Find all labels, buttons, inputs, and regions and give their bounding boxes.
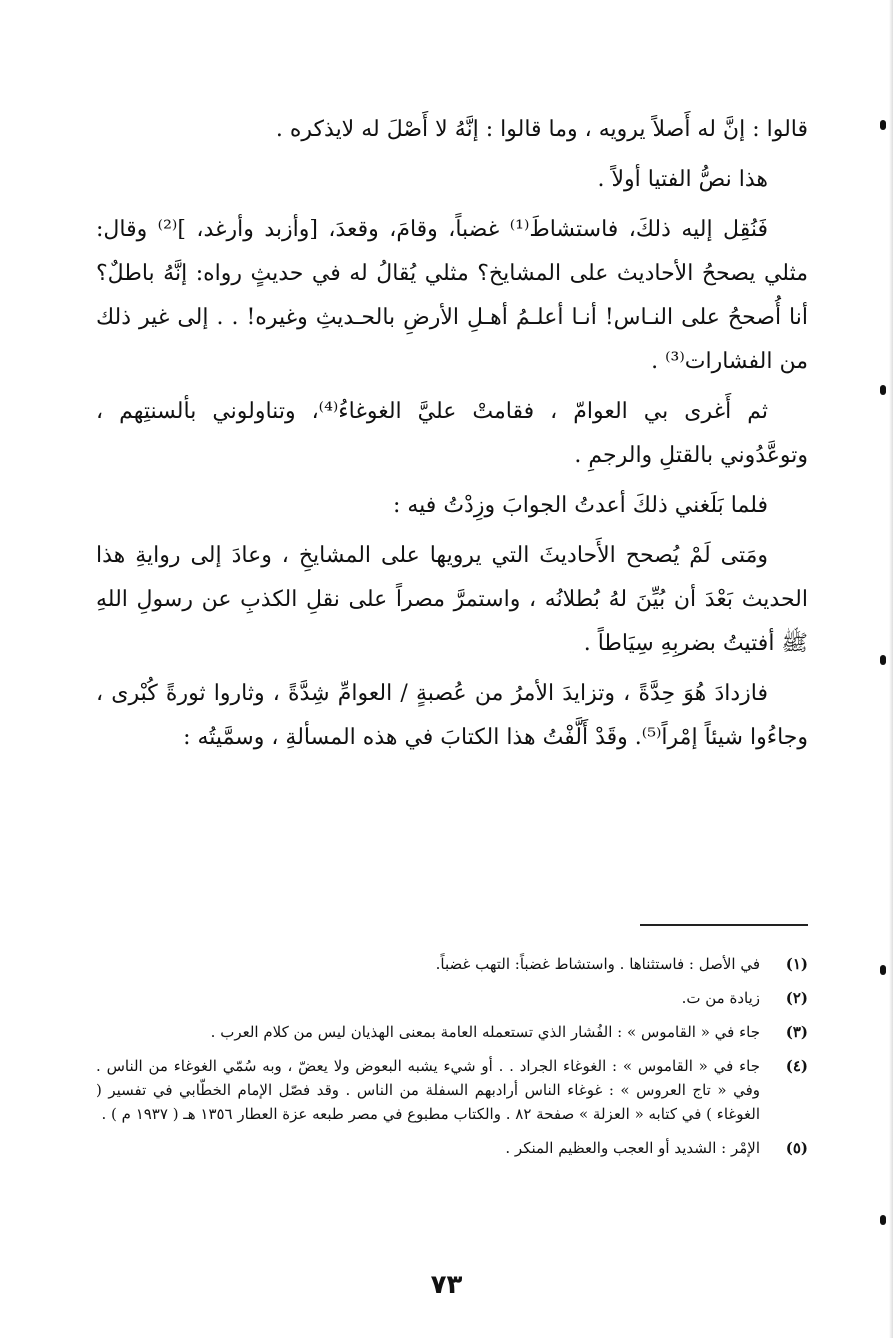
footnotes [96, 952, 808, 1170]
footnote-number: (٣) [785, 1023, 808, 1041]
main-text [96, 108, 808, 766]
footnote [96, 986, 808, 1010]
page-binding-edge [889, 0, 893, 1338]
footnote [96, 1136, 808, 1160]
footnote-number: (٤) [785, 1057, 808, 1075]
footnote-number: (٢) [785, 989, 808, 1007]
paragraph: فلما بَلَغني ذلكَ أعدتُ الجوابَ وزِدْتُ فيه : [392, 493, 768, 518]
footnote-number: (٥) [785, 1139, 808, 1157]
footnote-number: (١) [785, 955, 808, 973]
paragraph: قالوا : إنَّ له أَصلاً يرويه ، وما قالوا : إنَّهُ لا أَصْلَ له لايذكره . [275, 117, 808, 142]
edge-mark [880, 655, 886, 665]
footnote [96, 952, 808, 976]
paragraph: فَنُقِل إليه ذلكَ، فاستشاطَ⁽¹⁾ غضباً، وقامَ، وقعدَ، [وأزبد وأرغد، ]⁽²⁾ وقال: مثلي يصححُ الأحاديث على المشايخ؟ مثلي يُقالُ له في حديثٍ رواه: إنَّهُ باطلٌ؟ أنا أُصححُ على النـاس! أنـا أعلـمُ أهـلِ الأرضِ بالحـديثِ وغيره! . . إلى غير ذلك من الفشارات⁽³⁾ . [96, 217, 808, 374]
edge-mark [880, 965, 886, 975]
edge-mark [880, 385, 886, 395]
footnote-text: في الأصل : فاستثناها . واستشاط غضباً: التهب غضباً. [435, 955, 760, 973]
edge-mark [880, 1215, 886, 1225]
footnote-text: جاء في « القاموس » : الفُشار الذي تستعمله العامة بمعنى الهذيان ليس من كلام العرب . [210, 1023, 760, 1041]
footnote-text: زيادة من ت. [681, 989, 760, 1007]
page-number: ٧٣ [430, 1270, 463, 1300]
footnote-text: الإمْر : الشديد أو العجب والعظيم المنكر . [505, 1139, 760, 1157]
footnote [96, 1020, 808, 1044]
paragraph: ثم أَغرى بي العوامّ ، فقامتْ عليَّ الغوغاءُ⁽⁴⁾، وتناولوني بألسنتِهم ، وتوعَّدُوني بالقتلِ والرجمِ . [96, 399, 808, 468]
paragraph: هذا نصُّ الفتيا أولاً . [597, 167, 768, 192]
footnote [96, 1054, 808, 1126]
footnote-text: جاء في « القاموس » : الغوغاء الجراد . . أو شيء يشبه البعوض ولا يعضّ ، وبه سُمّي الغوغاء من الناس . وفي « تاج العروس » : غوغاء الناس أرادبهم السفلة من الناس . وقد فصّل الإمام الخطّابي في تفسير ( الغوغاء ) في كتابه « العزلة » صفحة ٨٢ . والكتاب مطبوع في مصر طبعه عزة العطار ١٣٥٦ هـ ( ١٩٣٧ م ) . [96, 1057, 760, 1123]
paragraph: ومَتى لَمْ يُصحح الأَحاديثَ التي يرويها على المشايخِ ، وعادَ إلى روايةِ هذا الحديث بَعْدَ أن بُيِّنَ لهُ بُطلانُه ، واستمرَّ مصراً على نقلِ الكذبِ عن رسولِ اللهِ ﷺ أفتيتُ بضربِهِ سِيَاطاً . [96, 543, 808, 656]
footnote-separator [640, 924, 808, 926]
edge-mark [880, 120, 886, 130]
paragraph: فازدادَ هُوَ حِدَّةً ، وتزايدَ الأمرُ من عُصبةٍ / العوامِّ شِدَّةً ، وثاروا ثورةً كُبْرى ، وجاءُوا شيئاً إمْراً⁽⁵⁾. وقَدْ أَلَّفْتُ هذا الكتابَ في هذه المسألةِ ، وسمَّيتُه : [96, 681, 808, 750]
